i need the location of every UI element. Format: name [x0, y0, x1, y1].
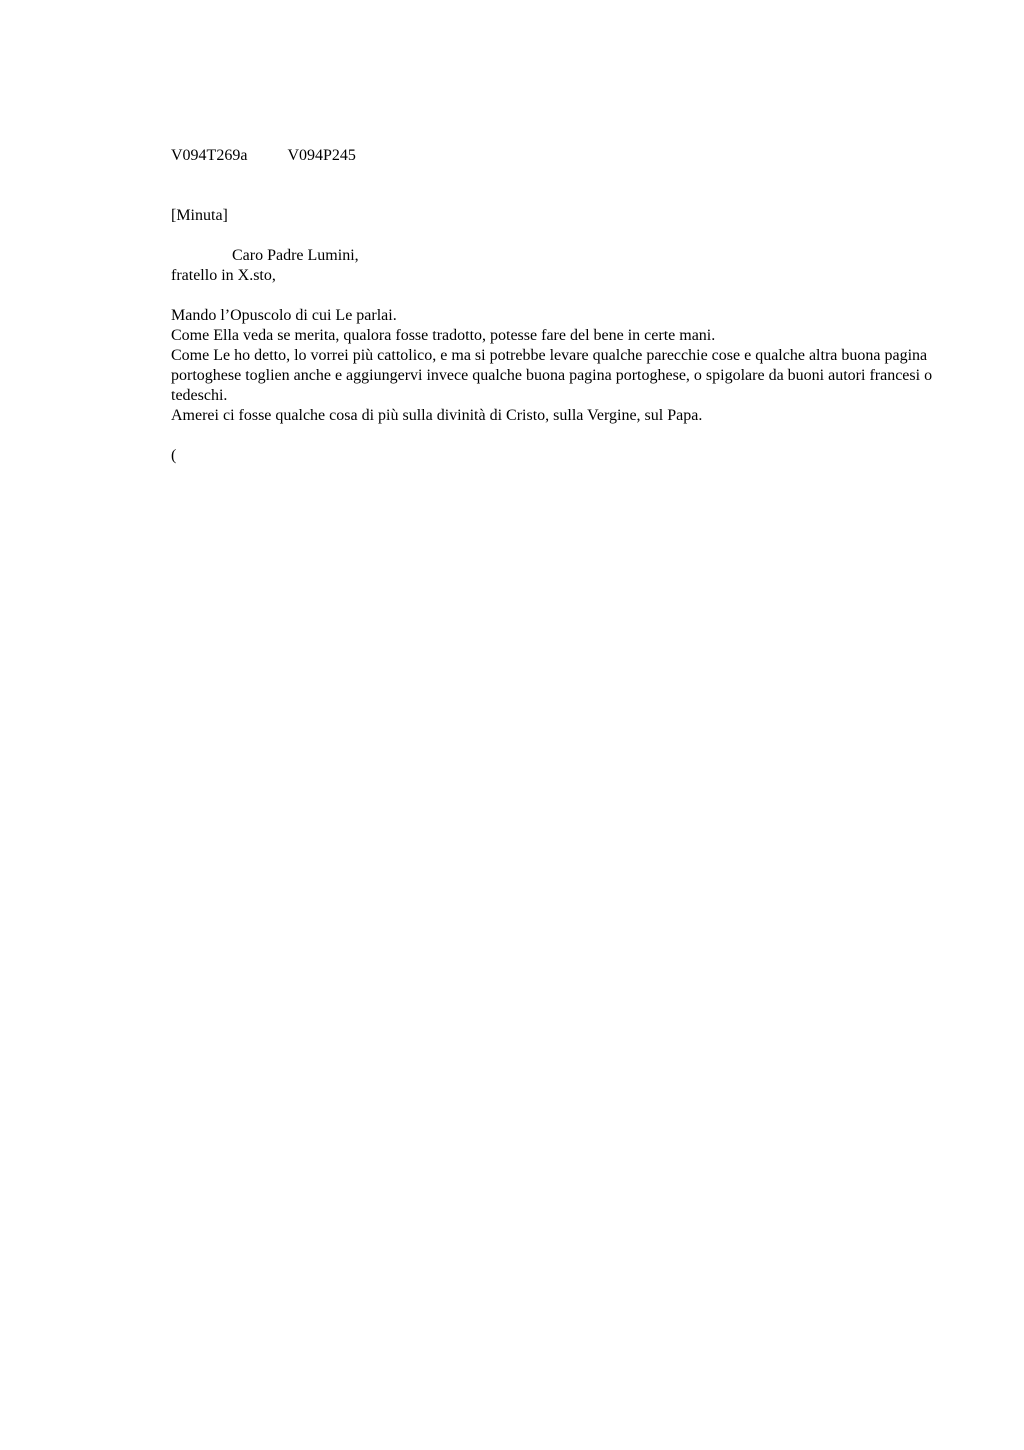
reference-codes — [171, 146, 941, 166]
salutation-line-2: fratello in X.sto, — [171, 267, 276, 284]
trailing-mark: ( — [171, 447, 177, 464]
paragraph-1: Mando l’Opuscolo di cui Le parlai. — [171, 307, 397, 324]
paragraph-2: Come Ella veda se merita, qualora fosse tradotto, potesse fare del bene in certe mani. — [171, 327, 716, 344]
document-body — [171, 146, 941, 466]
document-label: [Minuta] — [171, 207, 228, 224]
volume-page-ref: V094P245 — [287, 147, 356, 164]
volume-text-ref: V094T269a — [171, 147, 248, 164]
salutation-line-1: Caro Padre Lumini, — [232, 247, 359, 264]
paragraph-4: Amerei ci fosse qualche cosa di più sulla divinità di Cristo, sulla Vergine, sul Papa. — [171, 407, 703, 424]
paragraph-3: Come Le ho detto, lo vorrei più cattolico, e ma si potrebbe levare qualche parecchie cose e qualche altra buona pagina portoghese toglien anche e aggiungervi invece qualche buona pagina portoghese, o spigolare da buoni autori francesi o tedeschi. — [171, 347, 933, 404]
